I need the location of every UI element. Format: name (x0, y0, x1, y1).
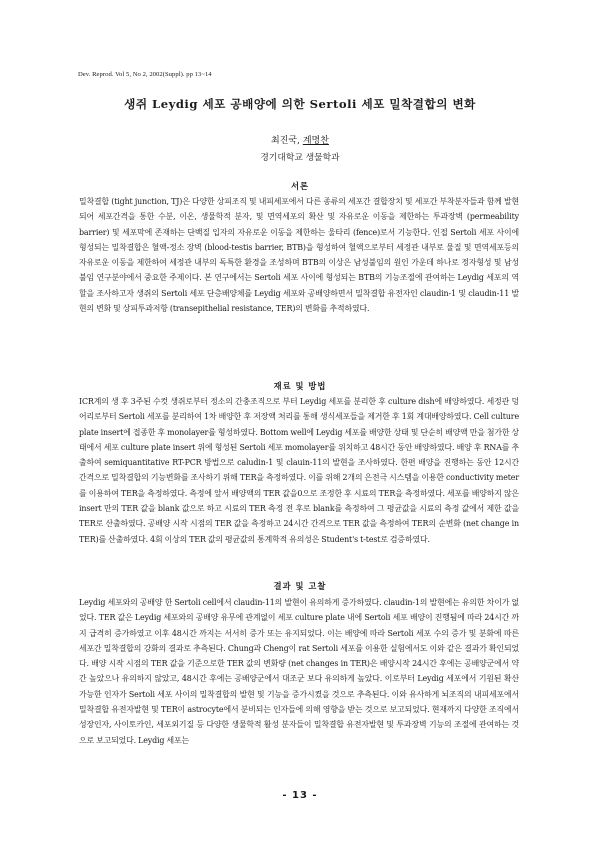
author-first: 최진국, (271, 136, 300, 146)
intro-paragraph: 밀착결합 (tight junction, TJ)은 다양한 상피조직 및 내피세포에서 다른 종류의 세포간 결합장치 및 세포간 부착분자들과 함께 발현되어 세포간격을 통한 수분, 이온, 생물학적 분자, 및 면역세포의 확산 및 자유로운 이동을 제한하는 투과장벽 (permeability barrier) 및 세포막에 존재하는 단백질 입자의 자유로운 이동을 제한하는 울타리 (fence)로서 기능한다. 인접 Sertoli 세포 사이에 형성되는 밀착결합은 혈액-정소 장벽 (blood-testis barrier, BTB)을 형성하여 혈액으로부터 세정관 내부로 물질 및 면역세포등의 자유로운 이동을 제한하여 세정관 내부의 독특한 환경을 조성하며 BTB의 이상은 남성불임의 원인 가운데 하나로 정자형성 및 남성불임 연구분야에서 중요한 주제이다. 본 연구에서는 Sertoli 세포 사이에 형성되는 BTB의 기능조절에 관여하는 Leydig 세포의 역할을 조사하고자 생쥐의 Sertoli 세포 단층배양체를 Leydig 세포와 공배양하면서 밀착결합 유전자인 claudin-1 및 claudin-11 발현의 변화 및 상피투과저항 (transepithelial resistance, TER)의 변화를 추적하였다. (79, 197, 519, 314)
paper-title: 생쥐 Leydig 세포 공배양에 의한 Sertoli 세포 밀착결합의 변화 (124, 97, 476, 111)
methods-paragraph: ICR계의 생 후 3주된 수컷 생쥐로부터 정소의 간충조직으로 부터 Leydig 세포를 분리한 후 culture dish에 배양하였다. 세정관 덩어리로부터 Sertoli 세포를 분리하여 1차 배양한 후 저장액 처리를 통해 생식세포들을 제거한 후 1회 계대배양하였다. Cell culture plate insert에 접종한 후 monolayer를 형성하였다. Bottom well에 Leydig 세포를 배양한 상태 및 단순히 배양액 만을 첨가한 상태에서 세포 culture plate insert 위에 형성된 Sertoli 세포 momolayer를 위치하고 48시간 동안 배양하였다. 배양 후 RNA를 추출하여 semiquantitative RT-PCR 방법으로 caludin-1 및 clauin-11의 발현을 조사하였다. 한편 배양을 진행하는 동안 12시간 간격으로 밀착결합의 기능변화를 조사하기 위해 TER을 측정하였다. 이를 위해 2개의 은전극 시스템을 이용한 conductivity meter를 이용하여 TER을 측정하였다. 측정에 앞서 배양액의 TER 값을0으로 조정한 후 시료의 TER을 측정하였다. 세포를 배양하지 않은 insert 만의 TER 값을 blank 값으로 하고 시료의 TER 측정 전 후로 blank를 측정하여 그 평균값을 시료의 측정 값에서 제한 값을 TER로 산출하였다. 공배양 시작 시점의 TER 값을 측정하고 24시간 간격으로 TER 값을 측정하여 TER의 순변화 (net change in TER)를 산출하였다. 4회 이상의 TER 값의 평균값의 통계학적 유의성은 Student's t-test로 검증하였다. (79, 397, 519, 544)
intro-heading: 서론 (290, 181, 310, 191)
page-number: - 13 - (282, 790, 318, 801)
methods-heading: 재료 및 방법 (273, 381, 327, 391)
journal-citation: Dev. Reprod. Vol 5, No 2, 2002(Suppl). pp 13~14 (78, 71, 212, 78)
affiliation: 경기대학교 생물학과 (260, 153, 340, 163)
results-heading: 결과 및 고찰 (273, 581, 327, 591)
author-line (0, 133, 600, 146)
results-paragraph: Leydig 세포와의 공배양 한 Sertoli cell에서 claudin-11의 발현이 유의하게 증가하였다. claudin-1의 발현에는 유의한 차이가 없었다. TER 값은 Leydig 세포와의 공배양 유무에 관계없이 세포 culture plate 내에 Sertoli 세포 배양이 진행됨에 따라 24시간 까지 급격히 증가하였고 이후 48시간 까지는 서서히 증가 또는 유지되었다. 이는 배양에 따라 Sertoli 세포 수의 증가 및 분화에 따른 세포간 밀착결합의 강화의 결과로 추측된다. Chung과 Cheng이 rat Sertoli 세포를 이용한 실험에서도 이와 같은 결과가 확인되었다. 배양 시작 시점의 TER 값을 기준으로한 TER 값의 변화량 (net changes in TER)은 배양시작 24시간 후에는 공배양군에서 약간 높았으나 유의하지 않았고, 48시간 후에는 공배양군에서 대조군 보다 유의하게 높았다. 이로부터 Leydig 세포에서 기원된 확산 가능한 인자가 Sertoli 세포 사이의 밀착결합의 발현 및 기능을 증가시켰을 것으로 추측된다. 이와 유사하게 뇌조직의 내피세포에서 밀착결합 유전자발현 및 TER이 astrocyte에서 분비되는 인자들에 의해 영향을 받는 것으로 보고되었다. 현재까지 다양한 조직에서 성장인자, 사이토카인, 세포외기질 등 다양한 생물학적 활성 분자들이 밀착결합 유전자발현 및 투과장벽 기능의 조절에 관여하는 것으로 보고되었다. Leydig 세포는 (79, 598, 519, 745)
author-corresponding: 계명찬 (302, 136, 329, 146)
